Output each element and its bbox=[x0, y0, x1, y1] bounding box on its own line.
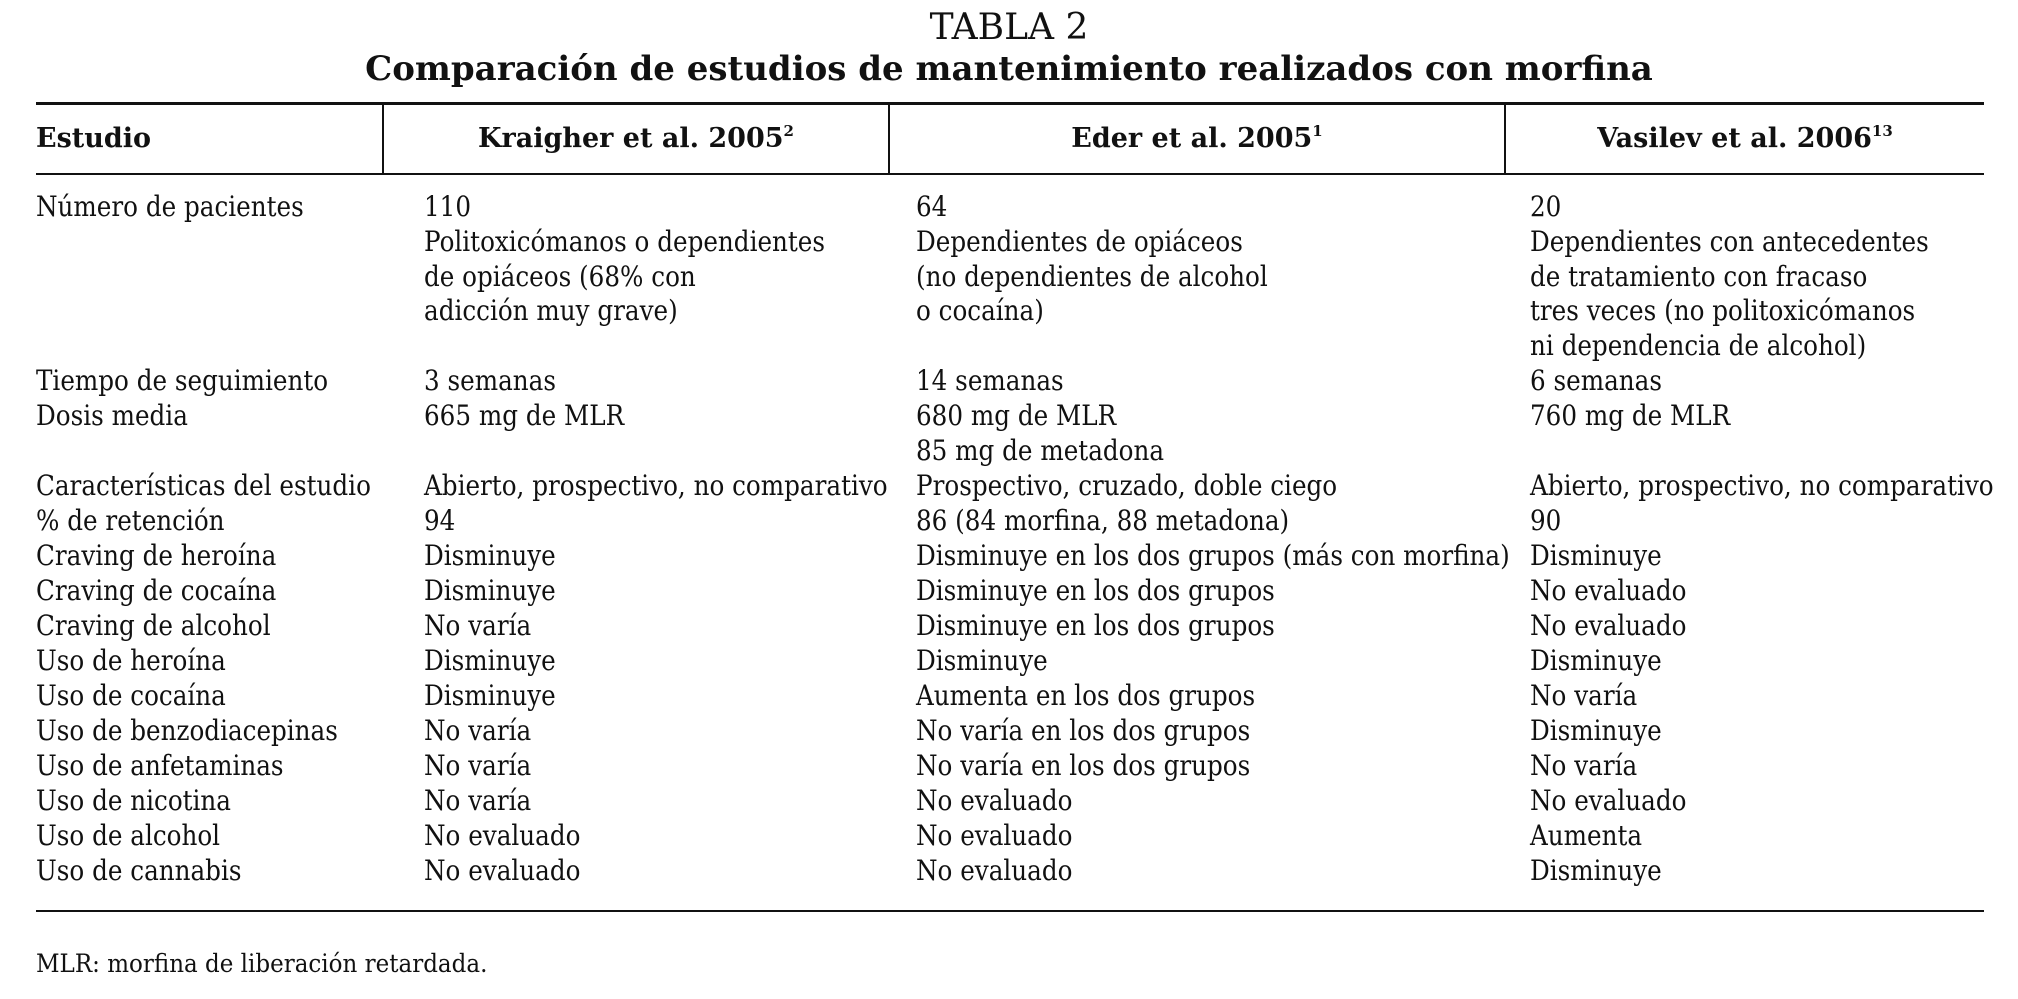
table-cell: No evaluado bbox=[424, 854, 581, 887]
table-cell: Características del estudio bbox=[36, 469, 371, 502]
header-cell-kraigher: Kraigher et al. 2005$^2$ bbox=[478, 122, 794, 154]
table-cell: Craving de alcohol bbox=[36, 609, 271, 642]
table-row bbox=[0, 469, 2018, 504]
table-cell: Tiempo de seguimiento bbox=[36, 364, 329, 397]
table-cell: Uso de alcohol bbox=[36, 819, 221, 852]
table-cell: Uso de cannabis bbox=[36, 854, 242, 887]
table-cell: Disminuye bbox=[1530, 714, 1662, 747]
table-row bbox=[0, 819, 2018, 854]
table-cell: Craving de heroína bbox=[36, 539, 277, 572]
table-row bbox=[0, 854, 2018, 889]
table-row bbox=[0, 399, 2018, 469]
table-cell: Craving de cocaína bbox=[36, 574, 277, 607]
table-cell: 86 (84 morfina, 88 metadona) bbox=[916, 504, 1290, 537]
table-cell: 665 mg de MLR bbox=[424, 399, 625, 432]
table-cell: Aumenta bbox=[1530, 819, 1643, 852]
table-row bbox=[0, 539, 2018, 574]
table-cell: No varía en los dos grupos bbox=[916, 714, 1251, 747]
table-cell: 64 Dependientes de opiáceos (no dependientes de alcohol o cocaína) bbox=[916, 190, 1268, 328]
table-cell: No evaluado bbox=[916, 854, 1073, 887]
table-cell: Uso de cocaína bbox=[36, 679, 226, 712]
table-cell: No varía bbox=[424, 784, 532, 817]
table-cell: No evaluado bbox=[1530, 784, 1687, 817]
table-row bbox=[0, 784, 2018, 819]
table-title: Comparación de estudios de mantenimiento realizados con morfina bbox=[365, 49, 1653, 89]
table-cell: No evaluado bbox=[1530, 609, 1687, 642]
table-cell: Disminuye en los dos grupos bbox=[916, 609, 1275, 642]
table-cell: Uso de benzodiacepinas bbox=[36, 714, 338, 747]
table-cell: Disminuye en los dos grupos (más con morfina) bbox=[916, 539, 1510, 572]
table-row bbox=[0, 714, 2018, 749]
table-cell: No evaluado bbox=[1530, 574, 1687, 607]
table-cell: Disminuye bbox=[1530, 644, 1662, 677]
table-bottom-rule bbox=[36, 910, 1984, 912]
table-row bbox=[0, 364, 2018, 399]
table-cell: No evaluado bbox=[916, 784, 1073, 817]
table-cell: 94 bbox=[424, 504, 456, 537]
table-cell: Uso de anfetaminas bbox=[36, 749, 284, 782]
table-cell: No varía bbox=[424, 714, 532, 747]
table-cell: 110 Politoxicómanos o dependientes de opiáceos (68% con adicción muy grave) bbox=[424, 190, 826, 328]
table-cell: Uso de heroína bbox=[36, 644, 226, 677]
table-footnote: MLR: morfina de liberación retardada. bbox=[36, 949, 488, 978]
table-cell: % de retención bbox=[36, 504, 225, 537]
table-cell: 90 bbox=[1530, 504, 1562, 537]
table-row bbox=[0, 504, 2018, 539]
table-cell: Disminuye bbox=[424, 679, 556, 712]
table-row bbox=[0, 679, 2018, 714]
table-cell: No varía bbox=[424, 749, 532, 782]
table-cell: Disminuye en los dos grupos bbox=[916, 574, 1275, 607]
header-cell-eder: Eder et al. 2005$^1$ bbox=[1071, 122, 1323, 154]
table-cell: No evaluado bbox=[916, 819, 1073, 852]
table-cell: Prospectivo, cruzado, doble ciego bbox=[916, 469, 1338, 502]
table-header-rule bbox=[36, 173, 1984, 175]
header-cell-vasilev: Vasilev et al. 2006$^{13}$ bbox=[1597, 122, 1893, 154]
table-body bbox=[0, 190, 2018, 889]
table-cell: No evaluado bbox=[424, 819, 581, 852]
table-row bbox=[0, 190, 2018, 364]
table-cell: Disminuye bbox=[1530, 854, 1662, 887]
table-cell: Disminuye bbox=[424, 644, 556, 677]
table-cell: No varía bbox=[1530, 679, 1638, 712]
table-cell: Número de pacientes bbox=[36, 190, 304, 223]
table-row bbox=[0, 574, 2018, 609]
table-cell: 20 Dependientes con antecedentes de tratamiento con fracaso tres veces (no politoxicómanos ni dependencia de alcohol) bbox=[1530, 190, 1929, 363]
table-cell: Abierto, prospectivo, no comparativo bbox=[424, 469, 888, 502]
table-cell: Disminuye bbox=[916, 644, 1048, 677]
table-row bbox=[0, 644, 2018, 679]
table-cell: Dosis media bbox=[36, 399, 188, 432]
table-cell: Uso de nicotina bbox=[36, 784, 232, 817]
table-row bbox=[0, 609, 2018, 644]
table-cell: 6 semanas bbox=[1530, 364, 1662, 397]
table-cell: Aumenta en los dos grupos bbox=[916, 679, 1256, 712]
table-cell: Disminuye bbox=[1530, 539, 1662, 572]
table-cell: 680 mg de MLR 85 mg de metadona bbox=[916, 399, 1165, 467]
table-cell: 760 mg de MLR bbox=[1530, 399, 1731, 432]
table-cell: Disminuye bbox=[424, 539, 556, 572]
table-label: TABLA 2 bbox=[929, 7, 1089, 48]
table-cell: 14 semanas bbox=[916, 364, 1064, 397]
table-cell: No varía bbox=[424, 609, 532, 642]
table-cell: Abierto, prospectivo, no comparativo bbox=[1530, 469, 1994, 502]
table-row bbox=[0, 749, 2018, 784]
table-cell: No varía en los dos grupos bbox=[916, 749, 1251, 782]
table-cell: 3 semanas bbox=[424, 364, 556, 397]
table-cell: Disminuye bbox=[424, 574, 556, 607]
header-cell-estudio: Estudio bbox=[36, 123, 152, 154]
table-cell: No varía bbox=[1530, 749, 1638, 782]
